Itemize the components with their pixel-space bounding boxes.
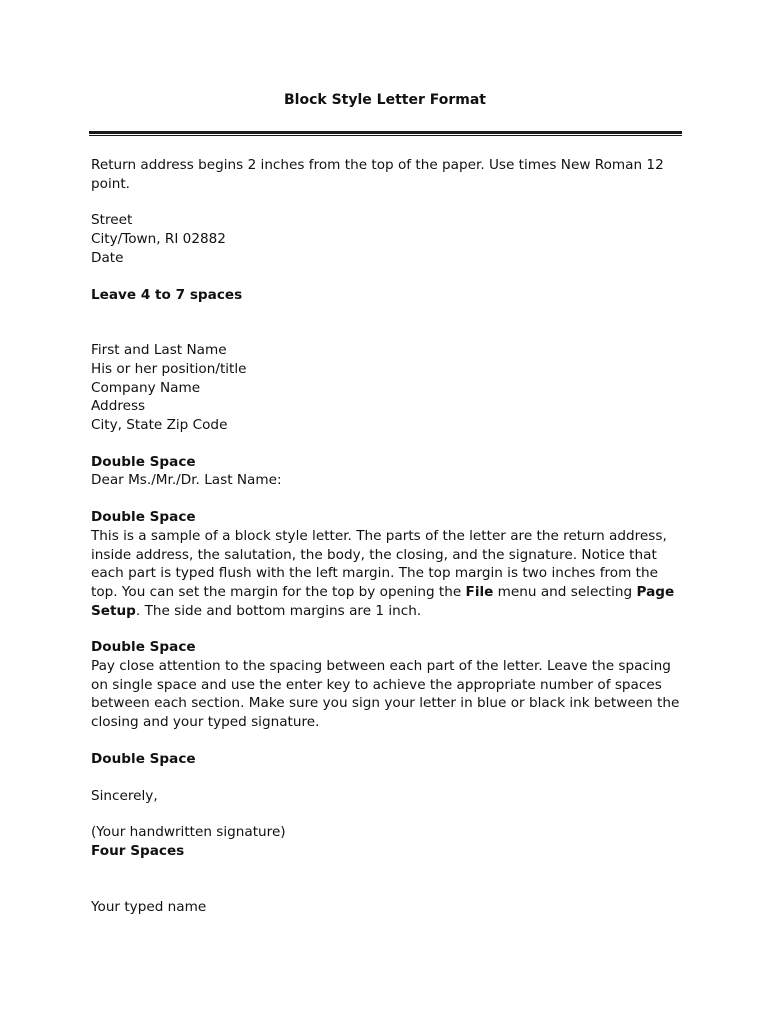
- body-paragraph-1: [91, 527, 681, 621]
- intro-text: Return address begins 2 inches from the top of the paper. Use times New Roman 12 point.: [91, 157, 664, 192]
- spacer: [91, 805, 681, 823]
- inside-address: Address: [91, 398, 146, 415]
- body-text-c: . The side and bottom margins are 1 inch.: [135, 602, 422, 619]
- double-space-label-3: Double Space: [91, 639, 196, 656]
- spacer: [91, 268, 681, 286]
- divider-thin-line: [89, 135, 682, 136]
- spacer: [91, 304, 681, 341]
- body-text-b: menu and selecting: [493, 583, 637, 600]
- page-setup-term: Page Setup: [91, 583, 675, 619]
- page-title: Block Style Letter Format: [284, 92, 486, 108]
- body-paragraph-2: Pay close attention to the spacing between each part of the letter. Leave the spacing on single space and use the enter key to achieve the appropriate number of spaces between each section. Make sure you sign your letter in blue or black ink between the closing and your typed signature.: [91, 658, 680, 731]
- spacer: [91, 620, 681, 638]
- four-spaces-label: Four Spaces: [91, 842, 185, 859]
- double-space-label-4: Double Space: [91, 750, 196, 767]
- closing: Sincerely,: [91, 787, 158, 804]
- double-space-label-2: Double Space: [91, 509, 196, 526]
- divider-thick-line: [89, 131, 682, 134]
- spacer: [91, 193, 681, 211]
- file-menu-term: File: [465, 583, 494, 600]
- letter-body: [91, 156, 681, 916]
- signature-note: (Your handwritten signature): [91, 824, 286, 841]
- inside-position: His or her position/title: [91, 360, 247, 377]
- return-city: City/Town, RI 02882: [91, 231, 226, 248]
- spacer: [91, 435, 681, 453]
- return-street: Street: [91, 212, 133, 229]
- double-space-label-1: Double Space: [91, 453, 196, 470]
- spacer: [91, 732, 681, 750]
- spacer: [91, 490, 681, 508]
- body-text-a: This is a sample of a block style letter. The parts of the letter are the return address, inside address, the salutation, the body, the closing, and the signature. Notice that each part is typed flush with the left margin. The top margin is two inches from the top. You can set the margin for the top by opening the: [91, 527, 667, 600]
- return-date: Date: [91, 249, 124, 266]
- inside-name: First and Last Name: [91, 342, 227, 359]
- leave-spaces-note: Leave 4 to 7 spaces: [91, 286, 243, 303]
- salutation: Dear Ms./Mr./Dr. Last Name:: [91, 472, 282, 489]
- inside-city-state-zip: City, State Zip Code: [91, 417, 228, 434]
- inside-company: Company Name: [91, 379, 201, 396]
- title-divider: [89, 131, 682, 137]
- spacer: [91, 861, 681, 898]
- typed-name: Your typed name: [91, 898, 207, 915]
- spacer: [91, 769, 681, 787]
